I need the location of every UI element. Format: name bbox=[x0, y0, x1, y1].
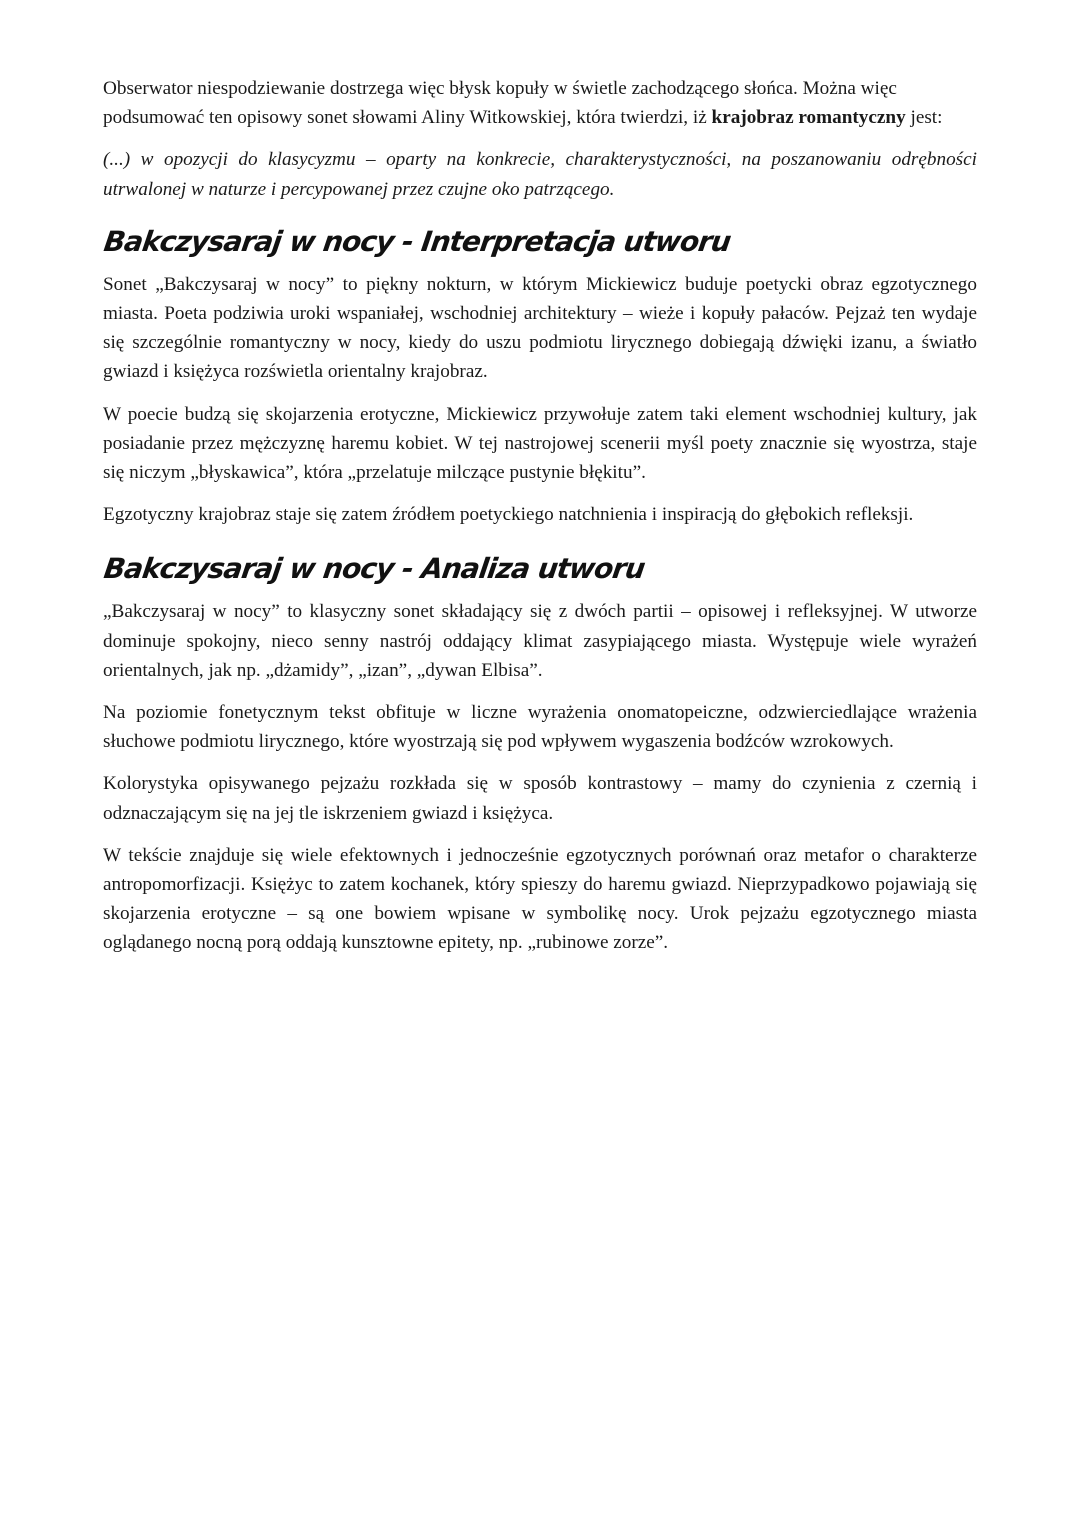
document-page bbox=[103, 74, 977, 971]
analiza-paragraph-4: W tekście znajduje się wiele efektownych i jednocześnie egzotycznych porównań oraz metafor o charakterze antropomorfizacji. Księżyc to zatem kochanek, który spieszy do haremu gwiazd. Nieprzypadkowo pojawiają się skojarzenia erotyczne – są one bowiem wpisane w symbolikę nocy. Urok pejzażu egzotycznego miasta oglądanego nocną porą oddają kunsztowne epitety, np. „rubinowe zorze”. bbox=[103, 844, 977, 954]
interpretacja-paragraph-1: Sonet „Bakczysaraj w nocy” to piękny nokturn, w którym Mickiewicz buduje poetycki obraz egzotycznego miasta. Poeta podziwia uroki wspaniałej, wschodniej architektury – wieże i kopuły pałaców. Pejzaż ten wydaje się szczególnie romantyczny w nocy, kiedy do uszu podmiotu lirycznego dobiegają dźwięki izanu, a światło gwiazd i księżyca rozświetla orientalny krajobraz. bbox=[103, 273, 977, 383]
interpretacja-paragraph-3: Egzotyczny krajobraz staje się zatem źródłem poetyckiego natchnienia i inspiracją do głębokich refleksji. bbox=[103, 504, 914, 526]
intro-paragraph bbox=[103, 74, 977, 132]
interpretacja-paragraph-2: W poecie budzą się skojarzenia erotyczne, Mickiewicz przywołuje zatem taki element wschodniej kultury, jak posiadanie przez mężczyznę haremu kobiet. W tej nastrojowej scenerii myśl poety znacznie się wyostrza, staje się niczym „błyskawica”, która „przelatuje milczące pustynie błękitu”. bbox=[103, 403, 977, 484]
witkowska-quote: (...) w opozycji do klasycyzmu – oparty na konkrecie, charakterystyczności, na poszanowaniu odrębności utrwalonej w naturze i percypowanej przez czujne oko patrzącego. bbox=[103, 149, 977, 200]
intro-text-end: jest: bbox=[905, 107, 943, 129]
analiza-paragraph-3: Kolorystyka opisywanego pejzażu rozkłada się w sposób kontrastowy – mamy do czynienia z czernią i odznaczającym się na jej tle iskrzeniem gwiazd i księżyca. bbox=[103, 773, 977, 824]
heading-analiza: Bakczysaraj w nocy - Analiza utworu bbox=[101, 552, 647, 586]
analiza-paragraph-2: Na poziomie fonetycznym tekst obfituje w liczne wyrażenia onomatopeiczne, odzwierciedlające wrażenia słuchowe podmiotu lirycznego, które wyostrzają się pod wpływem wygaszenia bodźców wzrokowych. bbox=[103, 702, 977, 753]
intro-text: Obserwator niespodziewanie dostrzega więc błysk kopuły w świetle zachodzącego słońca. Można więc podsumować ten opisowy sonet słowami Aliny Witkowskiej, która twierdzi, iż bbox=[103, 78, 897, 129]
intro-bold-term: krajobraz romantyczny bbox=[711, 107, 906, 129]
analiza-paragraph-1: „Bakczysaraj w nocy” to klasyczny sonet składający się z dwóch partii – opisowej i refleksyjnej. W utworze dominuje spokojny, nieco senny nastrój oddający klimat zasypiającego miasta. Występuje wiele wyrażeń orientalnych, jak np. „dżamidy”, „izan”, „dywan Elbisa”. bbox=[103, 601, 977, 681]
heading-interpretacja: Bakczysaraj w nocy - Interpretacja utworu bbox=[101, 224, 733, 258]
